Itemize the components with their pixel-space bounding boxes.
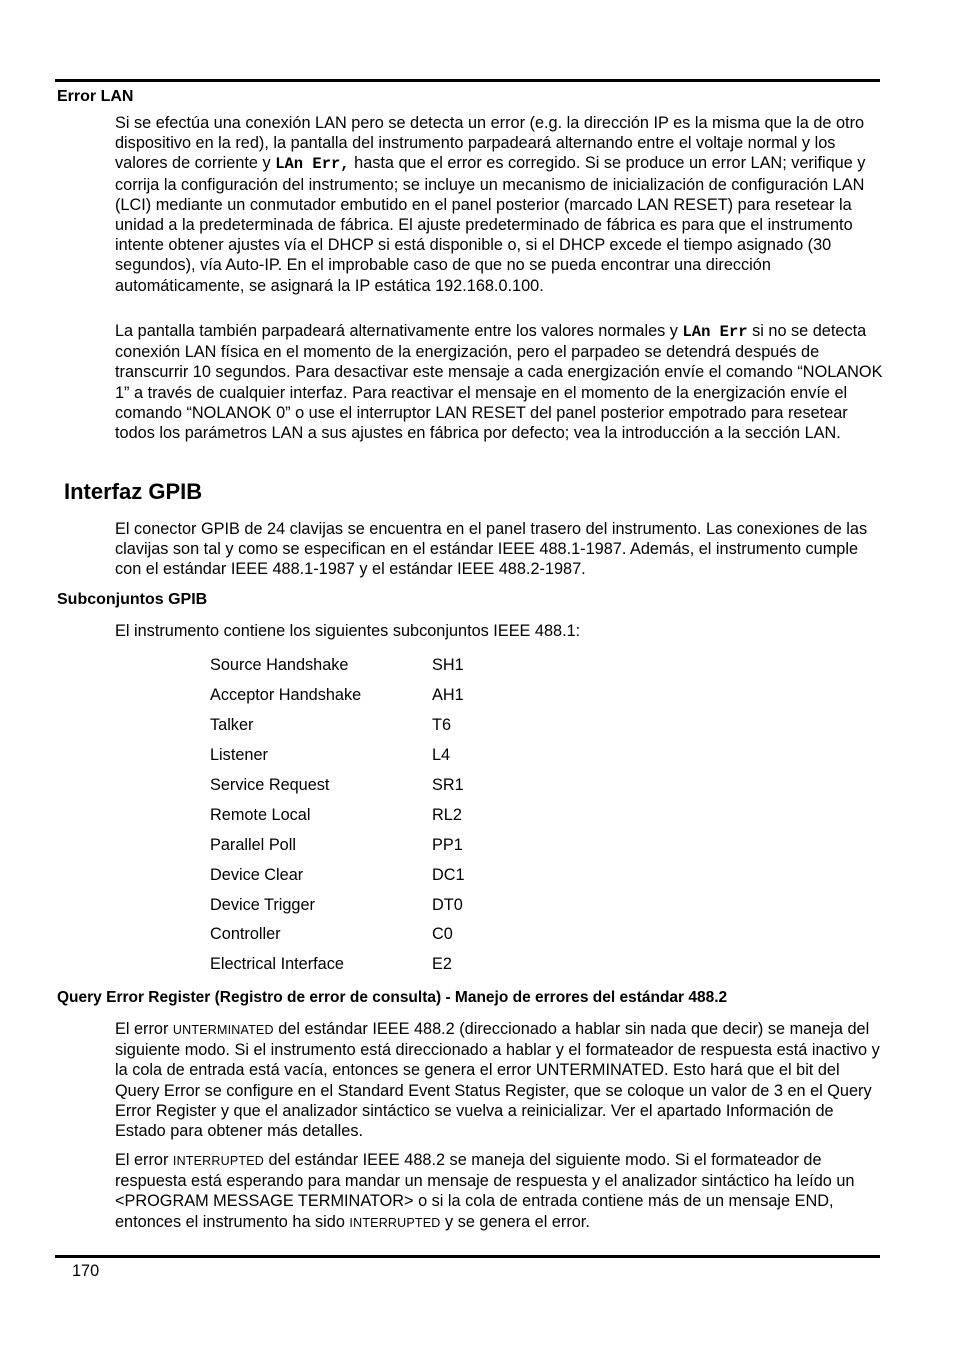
page-number: 170 bbox=[72, 1262, 100, 1280]
subsets-heading: Subconjuntos GPIB bbox=[57, 591, 208, 608]
subset-code: L4 bbox=[432, 746, 451, 765]
subset-name: Service Request bbox=[210, 776, 330, 794]
subset-name: Source Handshake bbox=[210, 656, 349, 675]
table-row bbox=[210, 890, 465, 920]
table-row bbox=[210, 651, 465, 681]
text-run: El error bbox=[115, 1020, 173, 1038]
error-lan-heading: Error LAN bbox=[57, 88, 134, 105]
query-error-paragraph-2 bbox=[115, 1150, 883, 1233]
subset-name: Acceptor Handshake bbox=[210, 686, 362, 705]
gpib-paragraph: El conector GPIB de 24 clavijas se encuentra en el panel trasero del instrumento. Las conexiones de las clavijas son tal y como se especifican en el estándar IEEE 488.1-1987. Además, el instrumento cumple con el estándar IEEE 488.1-1987 y el estándar IEEE 488.2-1987. bbox=[115, 520, 868, 579]
subset-name: Talker bbox=[210, 716, 254, 735]
table-row bbox=[210, 681, 465, 711]
subset-name: Parallel Poll bbox=[210, 835, 296, 854]
table-row bbox=[210, 741, 465, 771]
smallcaps-term: INTERRUPTED bbox=[172, 1154, 264, 1168]
gpib-heading: Interfaz GPIB bbox=[64, 479, 203, 504]
subsets-table bbox=[210, 651, 465, 980]
bottom-rule bbox=[55, 1255, 880, 1258]
subset-code: DC1 bbox=[432, 865, 465, 884]
subset-name: Electrical Interface bbox=[210, 955, 344, 974]
table-row bbox=[210, 830, 465, 860]
text-run: si no se detecta conexión LAN física en el momento de la energización, pero el parpadeo se detendrá después de transcurrir 10 segundos. Para desactivar este mensaje a cada energización envíe el comando “NOLANOK 1” a través de cualquier interfaz. Para reactivar el mensaje en el momento de la energización envíe el comando “NOLANOK 0” o use el interruptor LAN RESET del panel posterior empotrado para resetear todos los parámetros LAN a sus ajustes en fábrica por defecto; vea la introducción a la sección LAN. bbox=[115, 322, 883, 443]
subset-code: PP1 bbox=[432, 835, 463, 854]
text-run: Si se efectúa una conexión LAN pero se detecta un error (e.g. la dirección IP es la misma que la de otro dispositivo en la red), la pantalla del instrumento parpadeará alternando entre el voltaje normal y los valores de corriente y bbox=[115, 114, 865, 173]
subset-code: C0 bbox=[432, 925, 453, 944]
query-error-heading: Query Error Register (Registro de error de consulta) - Manejo de errores del estándar 488.2 bbox=[57, 989, 728, 1006]
query-error-paragraph-1 bbox=[115, 1019, 883, 1141]
text-run: hasta que el error es corregido. Si se produce un error LAN; verifique y corrija la configuración del instrumento; se incluye un mecanismo de inicialización de configuración LAN (LCI) mediante un conmutador embutido en el panel posterior (marcado LAN RESET) para resetear la unidad a la predeterminada de fábrica. El ajuste predeterminado de fábrica es para que el instrumento intente obtener ajustes vía el DHCP si está disponible o, si el DHCP excede el tiempo asignado (30 segundos), vía Auto-IP. En el improbable caso de que no se pueda encontrar una dirección automáticamente, se asignará la IP estática 192.168.0.100. bbox=[115, 154, 866, 295]
subset-code: AH1 bbox=[432, 686, 464, 705]
subset-code: T6 bbox=[432, 716, 452, 735]
text-run: El error bbox=[115, 1151, 173, 1169]
display-code: LAn Err bbox=[682, 323, 748, 341]
error-lan-paragraph-2 bbox=[115, 321, 883, 443]
display-code: LAn Err, bbox=[275, 155, 350, 174]
smallcaps-term: UNTERMINATED bbox=[172, 1023, 274, 1037]
smallcaps-term: INTERRUPTED bbox=[349, 1215, 441, 1230]
text-run: y se genera el error. bbox=[440, 1212, 590, 1231]
subset-code: SH1 bbox=[432, 656, 464, 675]
top-rule bbox=[55, 79, 880, 82]
subsets-table-body bbox=[210, 651, 465, 980]
table-row bbox=[210, 920, 465, 950]
subset-name: Remote Local bbox=[210, 805, 311, 824]
subset-code: E2 bbox=[432, 955, 452, 974]
subset-code: SR1 bbox=[432, 776, 464, 794]
subset-name: Controller bbox=[210, 925, 281, 944]
table-row bbox=[210, 860, 465, 890]
subset-name: Device Trigger bbox=[210, 895, 315, 914]
table-row bbox=[210, 771, 465, 801]
subsets-intro: El instrumento contiene los siguientes subconjuntos IEEE 488.1: bbox=[115, 622, 581, 640]
subset-code: DT0 bbox=[432, 895, 463, 914]
subset-name: Device Clear bbox=[210, 865, 304, 884]
table-row bbox=[210, 711, 465, 741]
error-lan-paragraph-1 bbox=[115, 113, 883, 296]
table-row bbox=[210, 950, 465, 980]
table-row bbox=[210, 800, 465, 830]
text-run: La pantalla también parpadeará alternativamente entre los valores normales y bbox=[115, 322, 683, 340]
text-run: del estándar IEEE 488.2 se maneja del siguiente modo. Si el formateador de respuesta está esperando para mandar un mensaje de respuesta y el analizador sintáctico ha leído un <PROGRAM MESSAGE TERMINATOR> o si la cola de entrada contiene más de un mensaje END, entonces el instrumento ha sido bbox=[115, 1151, 855, 1231]
subset-code: RL2 bbox=[432, 805, 462, 824]
text-run: del estándar IEEE 488.2 (direccionado a hablar sin nada que decir) se maneja del siguiente modo. Si el instrumento está direccionado a hablar y el formateador de respuesta está inactivo y la cola de entrada está vacía, entonces se genera el error UNTERMINATED. Esto hará que el bit del Query Error se configure en el Standard Event Status Register, que se coloque un valor de 3 en el Query Error Register y que el analizador sintáctico se vuelva a reinicializar. Ver el apartado Información de Estado para obtener más detalles. bbox=[115, 1020, 880, 1141]
subset-name: Listener bbox=[210, 746, 268, 765]
